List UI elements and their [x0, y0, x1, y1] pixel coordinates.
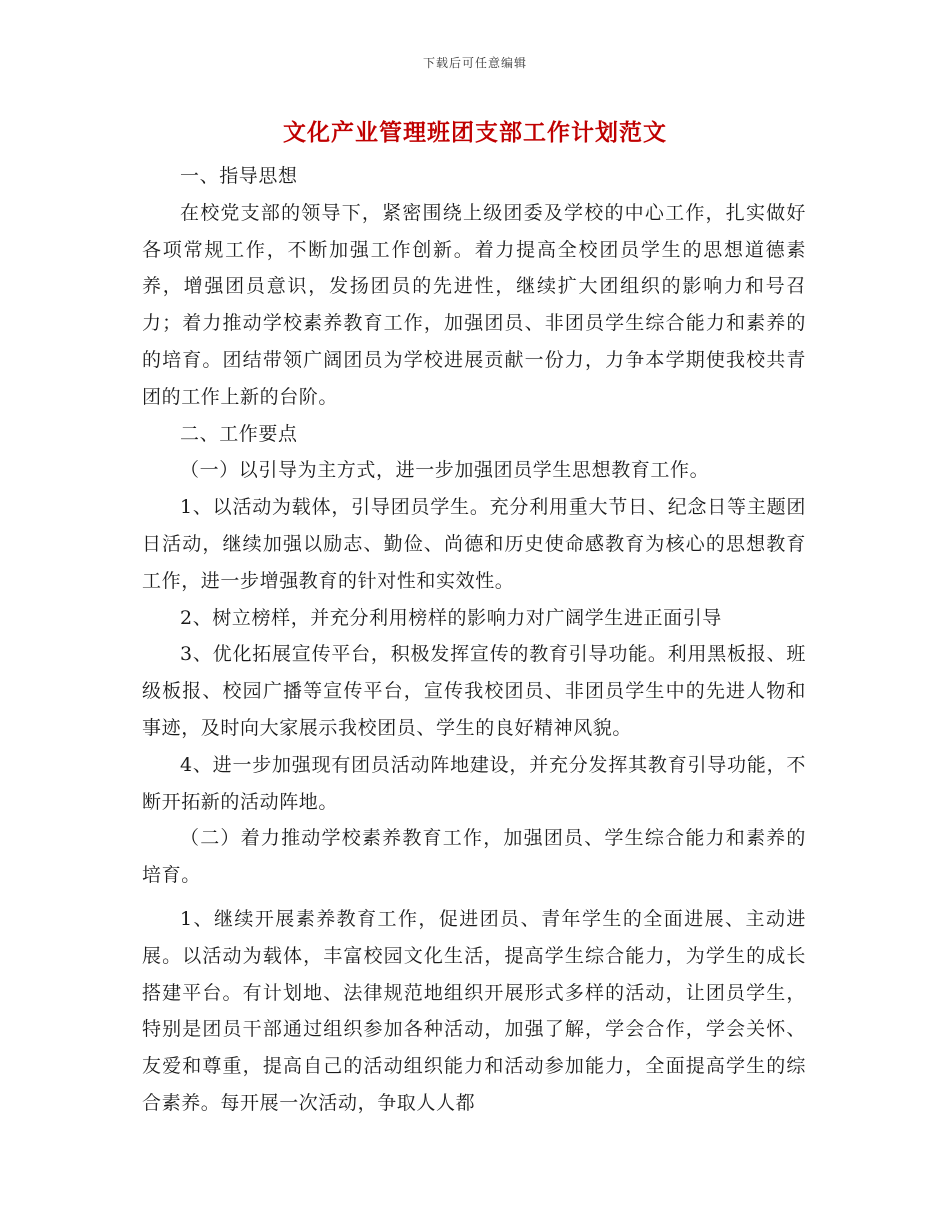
body-paragraph: 1、以活动为载体，引导团员学生。充分利用重大节日、纪念日等主题团日活动，继续加强以励志、勤俭、尚德和历史使命感教育为核心的思想教育工作，进一步增强教育的针对性和实效性。 [142, 496, 806, 592]
section-heading: 二、工作要点 [180, 422, 298, 445]
body-paragraph: （二）着力推动学校素养教育工作，加强团员、学生综合能力和素养的培育。 [142, 827, 806, 887]
section-heading: 一、指导思想 [180, 165, 298, 187]
body-paragraph: 3、优化拓展宣传平台，积极发挥宣传的教育引导功能。利用黑板报、班级板报、校园广播等宣传平台，宣传我校团员、非团员学生中的先进人物和事迹，及时向大家展示我校团员、学生的良好精神风貌。 [142, 643, 806, 739]
document-title: 文化产业管理班团支部工作计划范文 [283, 119, 667, 146]
body-paragraph: （一）以引导为主方式，进一步加强团员学生思想教育工作。 [180, 459, 710, 482]
body-paragraph: 1、继续开展素养教育工作，促进团员、青年学生的全面进展、主动进展。以活动为载体，丰富校园文化生活，提高学生综合能力，为学生的成长搭建平台。有计划地、法律规范地组织开展形式多样的活动，让团员学生，特别是团员干部通过组织参加各种活动，加强了解，学会合作，学会关怀、友爱和尊重，提高自己的活动组织能力和活动参加能力，全面提高学生的综合素养。每开展一次活动，争取人人都 [142, 907, 806, 1114]
document-body [142, 158, 806, 1122]
page-header-note: 下载后可任意编辑 [422, 56, 527, 70]
body-paragraph: 在校党支部的领导下，紧密围绕上级团委及学校的中心工作，扎实做好各项常规工作，不断加强工作创新。着力提高全校团员学生的思想道德素养，增强团员意识，发扬团员的先进性，继续扩大团组织的影响力和号召力；着力推动学校素养教育工作，加强团员、非团员学生综合能力和素养的的培育。团结带领广阔团员为学校进展贡献一份力，力争本学期使我校共青团的工作上新的台阶。 [142, 201, 806, 408]
paragraph-gap [142, 894, 806, 901]
body-paragraph: 2、树立榜样，并充分利用榜样的影响力对广阔学生进正面引导 [180, 606, 722, 629]
body-paragraph: 4、进一步加强现有团员活动阵地建设，并充分发挥其教育引导功能，不断开拓新的活动阵地。 [142, 753, 806, 813]
